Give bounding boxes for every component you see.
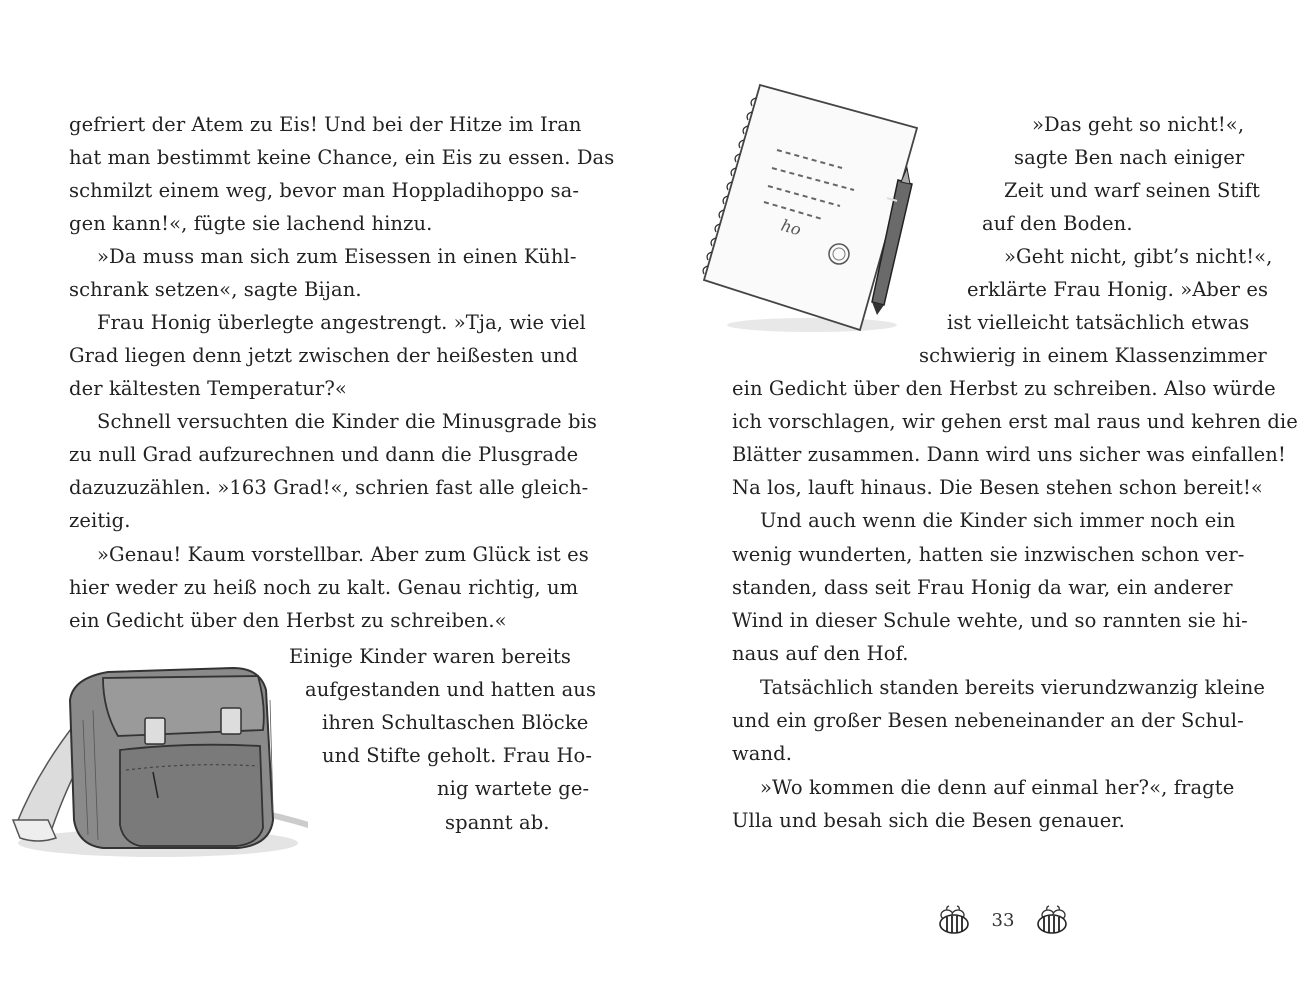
- text-line: schmilzt einem weg, bevor man Hoppladihoppo sa-: [69, 179, 580, 202]
- text-line: schwierig in einem Klassenzimmer: [919, 344, 1267, 367]
- text-line: »Wo kommen die denn auf einmal her?«, fragte: [760, 776, 1235, 799]
- text-line: Na los, lauft hinaus. Die Besen stehen schon bereit!«: [732, 476, 1263, 499]
- text-line: Ulla und besah sich die Besen genauer.: [732, 809, 1125, 832]
- text-line: wand.: [732, 742, 793, 765]
- text-line: schrank setzen«, sagte Bijan.: [69, 278, 362, 301]
- text-line: nig wartete ge-: [437, 777, 590, 800]
- text-line: standen, dass seit Frau Honig da war, ein anderer: [732, 576, 1233, 599]
- text-line: sagte Ben nach einiger: [1014, 146, 1245, 169]
- text-line: hat man bestimmt keine Chance, ein Eis zu essen. Das: [69, 146, 615, 169]
- text-line: ein Gedicht über den Herbst zu schreiben. Also würde: [732, 377, 1276, 400]
- page-footer: [938, 902, 1068, 938]
- text-line: ich vorschlagen, wir gehen erst mal raus und kehren die: [732, 410, 1298, 433]
- text-line: naus auf den Hof.: [732, 642, 909, 665]
- text-line: dazuzuzählen. »163 Grad!«, schrien fast alle gleich-: [69, 476, 589, 499]
- text-line: Einige Kinder waren bereits: [289, 645, 571, 668]
- text-line: Grad liegen denn jetzt zwischen der heißesten und: [69, 344, 579, 367]
- text-line: »Geht nicht, gibt’s nicht!«,: [1004, 245, 1273, 268]
- text-line: auf den Boden.: [982, 212, 1133, 235]
- right-page: [657, 0, 1315, 1000]
- text-line: Blätter zusammen. Dann wird uns sicher was einfallen!: [732, 443, 1286, 466]
- page-number: 33: [991, 909, 1015, 931]
- text-line: ein Gedicht über den Herbst zu schreiben.«: [69, 609, 507, 632]
- text-line: hier weder zu heiß noch zu kalt. Genau richtig, um: [69, 576, 579, 599]
- text-line: gen kann!«, fügte sie lachend hinzu.: [69, 212, 433, 235]
- notebook-illustration: [702, 80, 962, 335]
- text-line: Und auch wenn die Kinder sich immer noch ein: [760, 509, 1236, 532]
- notebook-scribble: ho: [778, 215, 804, 240]
- text-line: »Genau! Kaum vorstellbar. Aber zum Glück ist es: [97, 543, 589, 566]
- text-line: wenig wunderten, hatten sie inzwischen schon ver-: [732, 543, 1245, 566]
- text-line: Wind in dieser Schule wehte, und so rannten sie hi-: [732, 609, 1248, 632]
- left-page: [0, 0, 657, 1000]
- text-line: »Das geht so nicht!«,: [1032, 113, 1245, 136]
- schoolbag-illustration: [8, 660, 308, 870]
- text-line: Frau Honig überlegte angestrengt. »Tja, wie viel: [97, 311, 586, 334]
- text-line: der kältesten Temperatur?«: [69, 377, 347, 400]
- text-line: Schnell versuchten die Kinder die Minusgrade bis: [97, 410, 597, 433]
- text-line: und Stifte geholt. Frau Ho-: [322, 744, 593, 767]
- bee-icon: [938, 905, 972, 935]
- text-line: gefriert der Atem zu Eis! Und bei der Hitze im Iran: [69, 113, 582, 136]
- text-line: ihren Schultaschen Blöcke: [322, 711, 589, 734]
- text-line: zeitig.: [69, 509, 131, 532]
- text-line: »Da muss man sich zum Eisessen in einen Kühl-: [97, 245, 577, 268]
- text-line: zu null Grad aufzurechnen und dann die Plusgrade: [69, 443, 579, 466]
- text-line: erklärte Frau Honig. »Aber es: [967, 278, 1269, 301]
- text-line: Tatsächlich standen bereits vierundzwanzig kleine: [760, 676, 1266, 699]
- text-line: und ein großer Besen nebeneinander an der Schul-: [732, 709, 1244, 732]
- text-line: aufgestanden und hatten aus: [305, 678, 597, 701]
- bee-icon: [1034, 905, 1068, 935]
- text-line: spannt ab.: [445, 811, 550, 834]
- text-line: ist vielleicht tatsächlich etwas: [947, 311, 1250, 334]
- text-line: Zeit und warf seinen Stift: [1004, 179, 1260, 202]
